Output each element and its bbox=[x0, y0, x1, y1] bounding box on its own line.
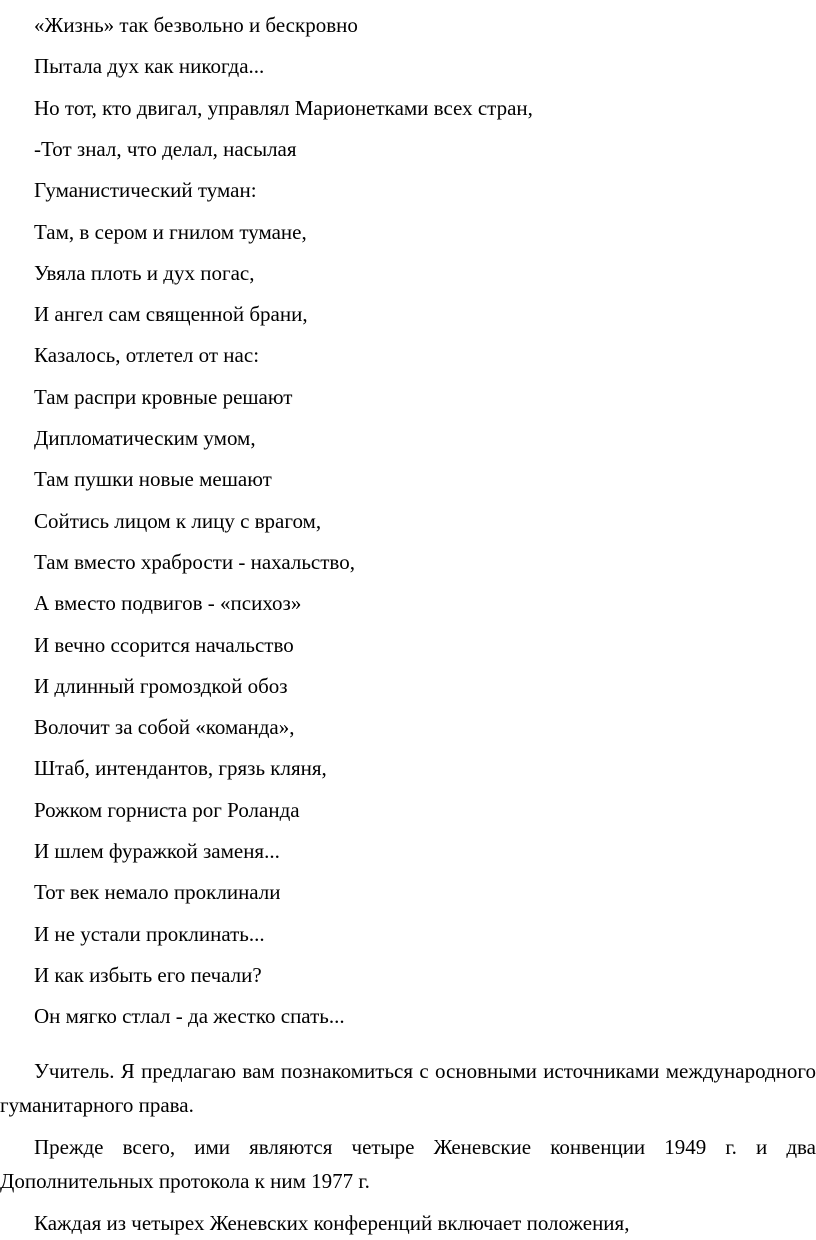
poem-line: Там, в сером и гнилом тумане, bbox=[34, 219, 307, 244]
poem-line: Пытала дух как никогда... bbox=[34, 54, 265, 79]
poem-line: Он мягко стлал - да жестко спать... bbox=[34, 1004, 345, 1029]
poem-line: Дипломатическим умом, bbox=[34, 426, 256, 450]
poem-line: А вместо подвигов - «психоз» bbox=[34, 591, 302, 616]
poem-line: Рожком горниста рог Роланда bbox=[34, 797, 300, 822]
poem-line: И как избыть его печали? bbox=[34, 962, 262, 987]
poem-line: И ангел сам священной брани, bbox=[34, 302, 308, 327]
poem-line: И шлем фуражкой заменя... bbox=[34, 839, 280, 863]
poem-line: Там вместо храбрости - нахальство, bbox=[34, 549, 355, 574]
poem-line: Волочит за собой «команда», bbox=[34, 715, 295, 740]
body-paragraph: Учитель. Я предлагаю вам познакомиться с основными источниками международного гуманитарного права. bbox=[0, 1059, 816, 1117]
poem-line: И не устали проклинать... bbox=[34, 921, 265, 946]
poem-line: Тот век немало проклинали bbox=[34, 880, 281, 905]
poem-line: -Тот знал, что делал, насылая bbox=[34, 136, 297, 161]
poem-line: И длинный громоздкой обоз bbox=[34, 673, 288, 698]
body-paragraph: Прежде всего, ими являются четыре Женевские конвенции 1949 г. и два Дополнительных протокола к ним 1977 г. bbox=[0, 1135, 816, 1193]
poem-line: «Жизнь» так безвольно и бескровно bbox=[34, 13, 358, 37]
poem-line: Штаб, интендантов, грязь кляня, bbox=[34, 756, 327, 781]
poem-line: Но тот, кто двигал, управлял Марионетками всех стран, bbox=[34, 95, 533, 120]
poem-line: Там пушки новые мешают bbox=[34, 467, 272, 492]
poem-line: Казалось, отлетел от нас: bbox=[34, 343, 260, 368]
poem-line: Там распри кровные решают bbox=[34, 384, 293, 409]
poem-line: И вечно ссорится начальство bbox=[34, 632, 294, 657]
poem-line: Гуманистический туман: bbox=[34, 178, 257, 203]
poem-line: Увяла плоть и дух погас, bbox=[34, 260, 255, 285]
body-paragraph: Каждая из четырех Женевских конференций включает положения, bbox=[34, 1211, 630, 1235]
poem-line: Сойтись лицом к лицу с врагом, bbox=[34, 508, 322, 533]
